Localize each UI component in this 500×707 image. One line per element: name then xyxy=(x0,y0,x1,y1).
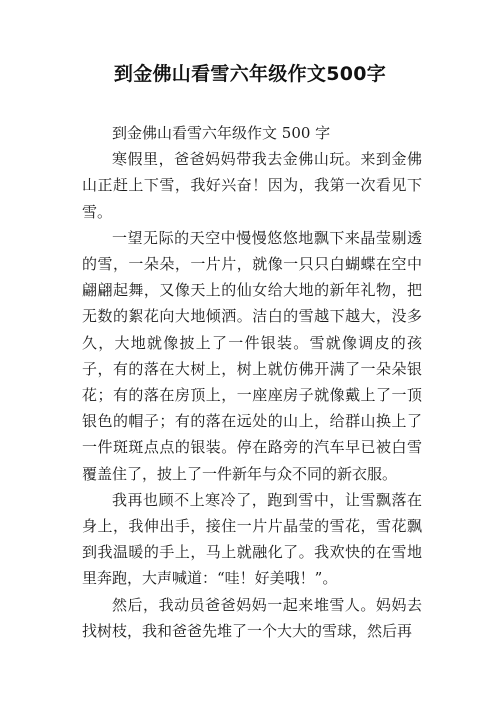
paragraph: 我再也顾不上寒冷了，跑到雪中，让雪飘落在身上，我伸出手，接住一片片晶莹的雪花，雪花飘到我温暖的手上，马上就融化了。我欢快的在雪地里奔跑，大声喊道：“哇！好美哦！”。 xyxy=(82,490,422,588)
document-body xyxy=(82,120,422,644)
paragraph: 然后，我动员爸爸妈妈一起来堆雪人。妈妈去找树枝，我和爸爸先堆了一个大大的雪球，然后再 xyxy=(82,595,422,640)
paragraph: 一望无际的天空中慢慢悠悠地飘下来晶莹剔透的雪，一朵朵，一片片，就像一只只白蝴蝶在空中翩翩起舞，又像天上的仙女给大地的新年礼物，把无数的絮花向大地倾洒。洁白的雪越下越大，没多久，大地就像披上了一件银装。雪就像调皮的孩子，有的落在大树上，树上就仿佛开满了一朵朵银花；有的落在房顶上，一座座房子就像戴上了一顶银色的帽子；有的落在远处的山上，给群山换上了一件斑斑点点的银装。停在路旁的汽车早已被白雪覆盖住了，披上了一件新年与众不同的新衣服。 xyxy=(82,228,422,483)
paragraph-subtitle: 到金佛山看雪六年级作文 500 字 xyxy=(112,124,331,142)
paragraph: 寒假里，爸爸妈妈带我去金佛山玩。来到金佛山正赶上下雪，我好兴奋！因为，我第一次看见下雪。 xyxy=(82,150,422,221)
document-title: 到金佛山看雪六年级作文500字 xyxy=(113,63,387,85)
